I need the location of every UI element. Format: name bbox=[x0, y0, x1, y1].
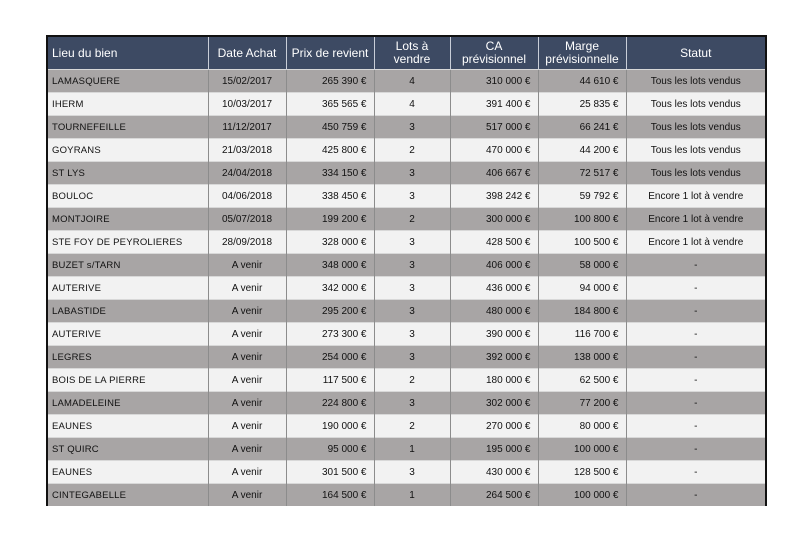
cell-lots[interactable]: 3 bbox=[374, 162, 450, 185]
cell-prix[interactable]: 295 200 € bbox=[286, 300, 374, 323]
cell-marge[interactable]: 44 610 € bbox=[538, 70, 626, 93]
property-table-frame bbox=[46, 35, 767, 506]
cell-marge[interactable]: 44 200 € bbox=[538, 139, 626, 162]
cell-marge[interactable]: 116 700 € bbox=[538, 323, 626, 346]
cell-date[interactable]: A venir bbox=[208, 346, 286, 369]
cell-marge[interactable]: 100 800 € bbox=[538, 208, 626, 231]
cell-lots[interactable]: 3 bbox=[374, 277, 450, 300]
cell-lieu[interactable]: BUZET s/TARN bbox=[48, 254, 208, 277]
cell-statut[interactable]: Tous les lots vendus bbox=[626, 162, 765, 185]
cell-prix[interactable]: 164 500 € bbox=[286, 484, 374, 507]
cell-ca[interactable]: 398 242 € bbox=[450, 185, 538, 208]
cell-date[interactable]: A venir bbox=[208, 323, 286, 346]
cell-date[interactable]: 21/03/2018 bbox=[208, 139, 286, 162]
cell-ca[interactable]: 270 000 € bbox=[450, 415, 538, 438]
table-row[interactable] bbox=[48, 346, 765, 369]
table-row[interactable] bbox=[48, 484, 765, 507]
cell-statut[interactable]: Encore 1 lot à vendre bbox=[626, 231, 765, 254]
cell-lots[interactable]: 3 bbox=[374, 185, 450, 208]
cell-lieu[interactable]: EAUNES bbox=[48, 415, 208, 438]
cell-lieu[interactable]: STE FOY DE PEYROLIERES bbox=[48, 231, 208, 254]
cell-prix[interactable]: 265 390 € bbox=[286, 70, 374, 93]
cell-ca[interactable]: 406 000 € bbox=[450, 254, 538, 277]
cell-lots[interactable]: 3 bbox=[374, 323, 450, 346]
cell-lieu[interactable]: LABASTIDE bbox=[48, 300, 208, 323]
cell-lots[interactable]: 3 bbox=[374, 392, 450, 415]
cell-lieu[interactable]: AUTERIVE bbox=[48, 323, 208, 346]
cell-date[interactable]: 04/06/2018 bbox=[208, 185, 286, 208]
cell-marge[interactable]: 184 800 € bbox=[538, 300, 626, 323]
cell-lots[interactable]: 4 bbox=[374, 93, 450, 116]
cell-lots[interactable]: 3 bbox=[374, 461, 450, 484]
table-row[interactable] bbox=[48, 231, 765, 254]
cell-lieu[interactable]: ST LYS bbox=[48, 162, 208, 185]
cell-marge[interactable]: 59 792 € bbox=[538, 185, 626, 208]
cell-lots[interactable]: 1 bbox=[374, 438, 450, 461]
cell-date[interactable]: A venir bbox=[208, 369, 286, 392]
header-lots[interactable]: Lots à vendre bbox=[374, 37, 450, 70]
cell-statut[interactable]: Encore 1 lot à vendre bbox=[626, 185, 765, 208]
cell-marge[interactable]: 80 000 € bbox=[538, 415, 626, 438]
cell-lieu[interactable]: LAMADELEINE bbox=[48, 392, 208, 415]
cell-lots[interactable]: 2 bbox=[374, 415, 450, 438]
cell-ca[interactable]: 436 000 € bbox=[450, 277, 538, 300]
cell-lieu[interactable]: GOYRANS bbox=[48, 139, 208, 162]
cell-prix[interactable]: 254 000 € bbox=[286, 346, 374, 369]
cell-prix[interactable]: 348 000 € bbox=[286, 254, 374, 277]
table-row[interactable] bbox=[48, 369, 765, 392]
cell-lots[interactable]: 3 bbox=[374, 254, 450, 277]
table-row[interactable] bbox=[48, 254, 765, 277]
header-date[interactable]: Date Achat bbox=[208, 37, 286, 70]
cell-lots[interactable]: 3 bbox=[374, 346, 450, 369]
cell-lieu[interactable]: EAUNES bbox=[48, 461, 208, 484]
cell-prix[interactable]: 199 200 € bbox=[286, 208, 374, 231]
cell-statut[interactable]: Encore 1 lot à vendre bbox=[626, 208, 765, 231]
cell-marge[interactable]: 100 000 € bbox=[538, 484, 626, 507]
cell-prix[interactable]: 273 300 € bbox=[286, 323, 374, 346]
cell-date[interactable]: 10/03/2017 bbox=[208, 93, 286, 116]
cell-statut[interactable]: - bbox=[626, 254, 765, 277]
table-row[interactable] bbox=[48, 438, 765, 461]
cell-marge[interactable]: 128 500 € bbox=[538, 461, 626, 484]
table-row[interactable] bbox=[48, 93, 765, 116]
table-row[interactable] bbox=[48, 300, 765, 323]
cell-date[interactable]: A venir bbox=[208, 461, 286, 484]
cell-statut[interactable]: Tous les lots vendus bbox=[626, 70, 765, 93]
cell-ca[interactable]: 392 000 € bbox=[450, 346, 538, 369]
cell-ca[interactable]: 195 000 € bbox=[450, 438, 538, 461]
cell-statut[interactable]: - bbox=[626, 369, 765, 392]
cell-lieu[interactable]: CINTEGABELLE bbox=[48, 484, 208, 507]
cell-prix[interactable]: 190 000 € bbox=[286, 415, 374, 438]
cell-marge[interactable]: 25 835 € bbox=[538, 93, 626, 116]
cell-ca[interactable]: 430 000 € bbox=[450, 461, 538, 484]
cell-lots[interactable]: 2 bbox=[374, 369, 450, 392]
cell-statut[interactable]: - bbox=[626, 277, 765, 300]
table-row[interactable] bbox=[48, 461, 765, 484]
property-table bbox=[48, 37, 765, 506]
cell-ca[interactable]: 391 400 € bbox=[450, 93, 538, 116]
cell-marge[interactable]: 94 000 € bbox=[538, 277, 626, 300]
cell-lots[interactable]: 1 bbox=[374, 484, 450, 507]
cell-lieu[interactable]: TOURNEFEILLE bbox=[48, 116, 208, 139]
cell-ca[interactable]: 264 500 € bbox=[450, 484, 538, 507]
cell-ca[interactable]: 300 000 € bbox=[450, 208, 538, 231]
cell-statut[interactable]: - bbox=[626, 438, 765, 461]
cell-statut[interactable]: - bbox=[626, 323, 765, 346]
header-prix[interactable]: Prix de revient bbox=[286, 37, 374, 70]
cell-lots[interactable]: 3 bbox=[374, 300, 450, 323]
cell-date[interactable]: A venir bbox=[208, 484, 286, 507]
table-header bbox=[48, 37, 765, 70]
table-row[interactable] bbox=[48, 415, 765, 438]
cell-date[interactable]: 05/07/2018 bbox=[208, 208, 286, 231]
cell-prix[interactable]: 301 500 € bbox=[286, 461, 374, 484]
cell-ca[interactable]: 180 000 € bbox=[450, 369, 538, 392]
cell-ca[interactable]: 517 000 € bbox=[450, 116, 538, 139]
table-row[interactable] bbox=[48, 185, 765, 208]
cell-ca[interactable]: 302 000 € bbox=[450, 392, 538, 415]
cell-prix[interactable]: 117 500 € bbox=[286, 369, 374, 392]
cell-prix[interactable]: 334 150 € bbox=[286, 162, 374, 185]
cell-statut[interactable]: - bbox=[626, 300, 765, 323]
cell-ca[interactable]: 406 667 € bbox=[450, 162, 538, 185]
cell-statut[interactable]: - bbox=[626, 461, 765, 484]
cell-lots[interactable]: 2 bbox=[374, 208, 450, 231]
cell-marge[interactable]: 100 000 € bbox=[538, 438, 626, 461]
table-row[interactable] bbox=[48, 139, 765, 162]
cell-statut[interactable]: - bbox=[626, 346, 765, 369]
cell-lieu[interactable]: LAMASQUERE bbox=[48, 70, 208, 93]
cell-ca[interactable]: 480 000 € bbox=[450, 300, 538, 323]
cell-lieu[interactable]: ST QUIRC bbox=[48, 438, 208, 461]
cell-ca[interactable]: 390 000 € bbox=[450, 323, 538, 346]
cell-date[interactable]: A venir bbox=[208, 392, 286, 415]
cell-date[interactable]: 15/02/2017 bbox=[208, 70, 286, 93]
cell-prix[interactable]: 450 759 € bbox=[286, 116, 374, 139]
cell-marge[interactable]: 58 000 € bbox=[538, 254, 626, 277]
cell-prix[interactable]: 328 000 € bbox=[286, 231, 374, 254]
table-row[interactable] bbox=[48, 277, 765, 300]
cell-marge[interactable]: 77 200 € bbox=[538, 392, 626, 415]
cell-statut[interactable]: - bbox=[626, 484, 765, 507]
cell-lots[interactable]: 3 bbox=[374, 116, 450, 139]
cell-marge[interactable]: 72 517 € bbox=[538, 162, 626, 185]
table-row[interactable] bbox=[48, 162, 765, 185]
cell-ca[interactable]: 470 000 € bbox=[450, 139, 538, 162]
header-row bbox=[48, 37, 765, 70]
cell-marge[interactable]: 66 241 € bbox=[538, 116, 626, 139]
table-row[interactable] bbox=[48, 323, 765, 346]
table-row[interactable] bbox=[48, 208, 765, 231]
header-statut[interactable]: Statut bbox=[626, 37, 765, 70]
cell-marge[interactable]: 62 500 € bbox=[538, 369, 626, 392]
table-body bbox=[48, 70, 765, 507]
cell-statut[interactable]: - bbox=[626, 392, 765, 415]
cell-lots[interactable]: 3 bbox=[374, 231, 450, 254]
cell-statut[interactable]: Tous les lots vendus bbox=[626, 93, 765, 116]
cell-marge[interactable]: 100 500 € bbox=[538, 231, 626, 254]
table-row[interactable] bbox=[48, 116, 765, 139]
cell-lieu[interactable]: LEGRES bbox=[48, 346, 208, 369]
table-row[interactable] bbox=[48, 392, 765, 415]
cell-date[interactable]: 28/09/2018 bbox=[208, 231, 286, 254]
cell-statut[interactable]: Tous les lots vendus bbox=[626, 116, 765, 139]
cell-date[interactable]: A venir bbox=[208, 438, 286, 461]
cell-lieu[interactable]: IHERM bbox=[48, 93, 208, 116]
cell-prix[interactable]: 365 565 € bbox=[286, 93, 374, 116]
cell-lieu[interactable]: AUTERIVE bbox=[48, 277, 208, 300]
cell-marge[interactable]: 138 000 € bbox=[538, 346, 626, 369]
header-marge[interactable]: Marge prévisionnelle bbox=[538, 37, 626, 70]
cell-prix[interactable]: 224 800 € bbox=[286, 392, 374, 415]
cell-date[interactable]: A venir bbox=[208, 277, 286, 300]
cell-ca[interactable]: 428 500 € bbox=[450, 231, 538, 254]
cell-date[interactable]: A venir bbox=[208, 415, 286, 438]
cell-prix[interactable]: 342 000 € bbox=[286, 277, 374, 300]
cell-lieu[interactable]: BOIS DE LA PIERRE bbox=[48, 369, 208, 392]
header-ca[interactable]: CA prévisionnel bbox=[450, 37, 538, 70]
cell-date[interactable]: 11/12/2017 bbox=[208, 116, 286, 139]
cell-date[interactable]: A venir bbox=[208, 300, 286, 323]
cell-statut[interactable]: Tous les lots vendus bbox=[626, 139, 765, 162]
cell-statut[interactable]: - bbox=[626, 415, 765, 438]
cell-lieu[interactable]: BOULOC bbox=[48, 185, 208, 208]
cell-lots[interactable]: 4 bbox=[374, 70, 450, 93]
cell-lots[interactable]: 2 bbox=[374, 139, 450, 162]
cell-ca[interactable]: 310 000 € bbox=[450, 70, 538, 93]
cell-date[interactable]: 24/04/2018 bbox=[208, 162, 286, 185]
cell-lieu[interactable]: MONTJOIRE bbox=[48, 208, 208, 231]
cell-date[interactable]: A venir bbox=[208, 254, 286, 277]
cell-prix[interactable]: 338 450 € bbox=[286, 185, 374, 208]
header-lieu[interactable]: Lieu du bien bbox=[48, 37, 208, 70]
cell-prix[interactable]: 95 000 € bbox=[286, 438, 374, 461]
cell-prix[interactable]: 425 800 € bbox=[286, 139, 374, 162]
table-row[interactable] bbox=[48, 70, 765, 93]
